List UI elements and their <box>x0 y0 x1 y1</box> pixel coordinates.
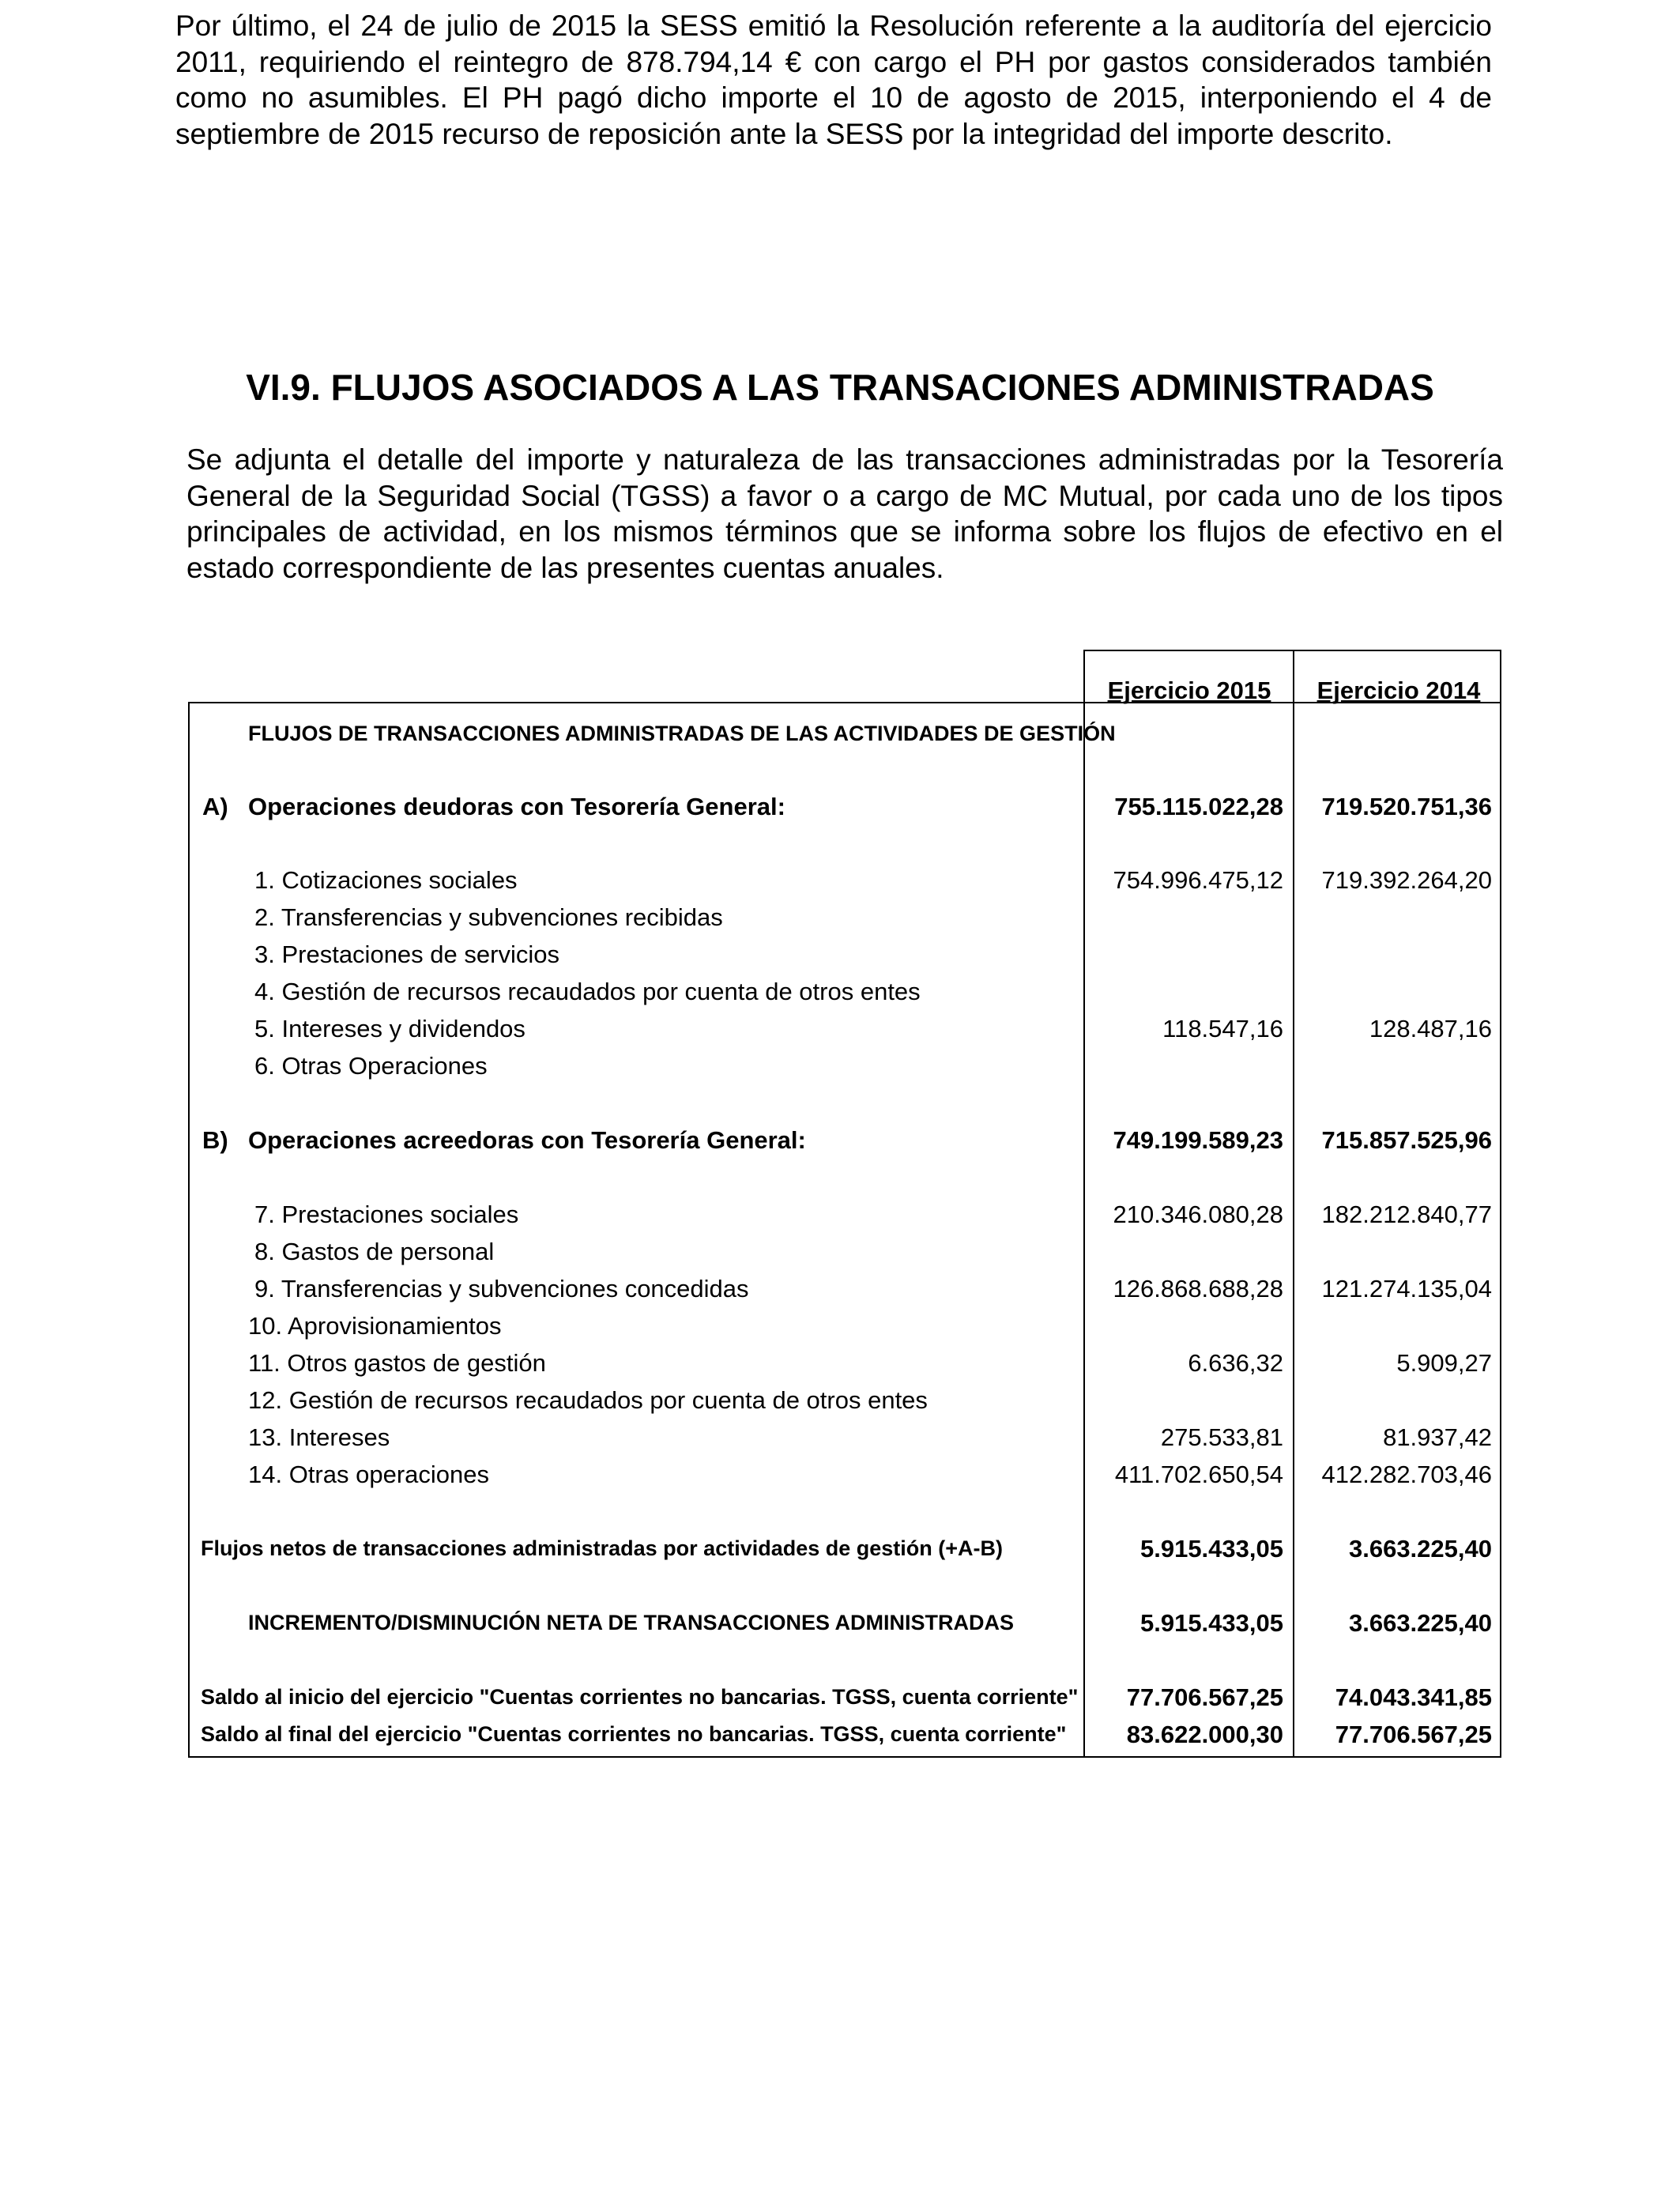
opening-balance-value-2014: 74.043.341,85 <box>1335 1683 1492 1711</box>
row-value-2015: 6.636,32 <box>1188 1349 1283 1377</box>
row-value-2014: 121.274.135,04 <box>1321 1275 1492 1302</box>
row-value-2014: 412.282.703,46 <box>1321 1461 1492 1488</box>
row-value-2014: 719.392.264,20 <box>1321 866 1492 894</box>
table-row <box>190 1196 1501 1233</box>
row-value-2015: 210.346.080,28 <box>1113 1201 1283 1228</box>
group-b-value-2014: 715.857.525,96 <box>1321 1126 1492 1154</box>
row-label: 1. Cotizaciones sociales <box>254 866 518 894</box>
group-a-row <box>190 788 1501 825</box>
row-value-2014: 5.909,27 <box>1396 1349 1492 1377</box>
row-label: 5. Intereses y dividendos <box>254 1015 525 1042</box>
group-b-row <box>190 1122 1501 1159</box>
table-row <box>190 1419 1501 1456</box>
group-a-label: Operaciones deudoras con Tesorería General: <box>248 793 785 820</box>
intro-paragraph: Por último, el 24 de julio de 2015 la SESS emitió la Resolución referente a la auditoría del ejercicio 2011, requiriendo el reintegro de 878.794,14 € con cargo el PH por gastos considerados también como no asumibles. El PH pagó dicho importe el 10 de agosto de 2015, interponiendo el 4 de septiembre de 2015 recurso de reposición ante la SESS por la integridad del importe descrito. <box>175 9 1492 150</box>
group-b-letter: B) <box>202 1126 228 1154</box>
row-value-2015: 411.702.650,54 <box>1114 1461 1283 1488</box>
row-label: 9. Transferencias y subvenciones concedidas <box>254 1275 749 1302</box>
row-label: 12. Gestión de recursos recaudados por cuenta de otros entes <box>248 1386 928 1414</box>
row-value-2014: 182.212.840,77 <box>1321 1201 1492 1228</box>
table-row <box>190 973 1501 1010</box>
section-title: FLUJOS DE TRANSACCIONES ADMINISTRADAS DE LAS ACTIVIDADES DE GESTIÓN <box>248 722 1116 745</box>
group-a-letter: A) <box>202 793 228 820</box>
row-label: 6. Otras Operaciones <box>254 1052 488 1080</box>
table-row <box>190 1307 1501 1344</box>
opening-balance-value-2015: 77.706.567,25 <box>1126 1683 1283 1711</box>
closing-balance-value-2015: 83.622.000,30 <box>1126 1721 1283 1748</box>
row-label: 14. Otras operaciones <box>248 1461 490 1488</box>
net-flows-label: Flujos netos de transacciones administradas por actividades de gestión (+A-B) <box>201 1536 1004 1560</box>
net-flows-value-2015: 5.915.433,05 <box>1139 1535 1283 1563</box>
row-value-2015: 275.533,81 <box>1160 1423 1283 1451</box>
row-label: 3. Prestaciones de servicios <box>254 941 559 968</box>
section-title-row <box>190 715 1501 752</box>
section-paragraph: Se adjunta el detalle del importe y naturaleza de las transacciones administradas por la Tesorería General de la Seguridad Social (TGSS) a favor o a cargo de MC Mutual, por cada uno de los tipos principales de actividad, en los mismos términos que se informa sobre los flujos de efectivo en el estado correspondiente de las presentes cuentas anuales. <box>186 443 1503 584</box>
group-a-value-2015: 755.115.022,28 <box>1114 793 1283 820</box>
row-label: 4. Gestión de recursos recaudados por cuenta de otros entes <box>254 978 921 1005</box>
row-label: 13. Intereses <box>248 1423 390 1451</box>
table-row <box>190 1456 1501 1493</box>
net-flows-value-2014: 3.663.225,40 <box>1348 1535 1492 1563</box>
closing-balance-row <box>190 1716 1501 1753</box>
table-row <box>190 936 1501 973</box>
table-row <box>190 1344 1501 1382</box>
column-header-2014: Ejercicio 2014 <box>1317 677 1481 704</box>
table-row <box>190 1382 1501 1419</box>
net-change-value-2015: 5.915.433,05 <box>1139 1609 1283 1637</box>
row-label: 7. Prestaciones sociales <box>254 1201 519 1228</box>
table-row <box>190 1270 1501 1307</box>
group-b-value-2015: 749.199.589,23 <box>1113 1126 1283 1154</box>
table-row <box>190 861 1501 899</box>
net-change-value-2014: 3.663.225,40 <box>1348 1609 1492 1637</box>
column-header-2015: Ejercicio 2015 <box>1107 677 1271 704</box>
row-label: 8. Gastos de personal <box>254 1238 495 1265</box>
table-row <box>190 1233 1501 1270</box>
row-label: 10. Aprovisionamientos <box>248 1312 502 1340</box>
group-a-value-2014: 719.520.751,36 <box>1321 793 1492 820</box>
row-value-2015: 754.996.475,12 <box>1113 866 1283 894</box>
row-value-2015: 126.868.688,28 <box>1113 1275 1283 1302</box>
table-row <box>190 1047 1501 1084</box>
row-value-2014: 128.487,16 <box>1369 1015 1492 1042</box>
opening-balance-row <box>190 1679 1501 1716</box>
net-change-label: INCREMENTO/DISMINUCIÓN NETA DE TRANSACCIONES ADMINISTRADAS <box>248 1611 1015 1634</box>
closing-balance-label: Saldo al final del ejercicio "Cuentas corrientes no bancarias. TGSS, cuenta corriente" <box>201 1722 1067 1746</box>
row-label: 2. Transferencias y subvenciones recibidas <box>254 903 723 931</box>
section-heading: VI.9. FLUJOS ASOCIADOS A LAS TRANSACIONES ADMINISTRADAS <box>246 367 1434 408</box>
opening-balance-label: Saldo al inicio del ejercicio "Cuentas corrientes no bancarias. TGSS, cuenta corriente" <box>201 1685 1079 1709</box>
row-label: 11. Otros gastos de gestión <box>248 1349 546 1377</box>
net-change-row <box>190 1604 1501 1642</box>
closing-balance-value-2014: 77.706.567,25 <box>1335 1721 1492 1748</box>
group-b-label: Operaciones acreedoras con Tesorería General: <box>248 1126 806 1154</box>
row-value-2014: 81.937,42 <box>1383 1423 1492 1451</box>
table-row <box>190 1010 1501 1047</box>
table-row <box>190 899 1501 936</box>
row-value-2015: 118.547,16 <box>1162 1015 1283 1042</box>
net-flows-row <box>190 1530 1501 1567</box>
